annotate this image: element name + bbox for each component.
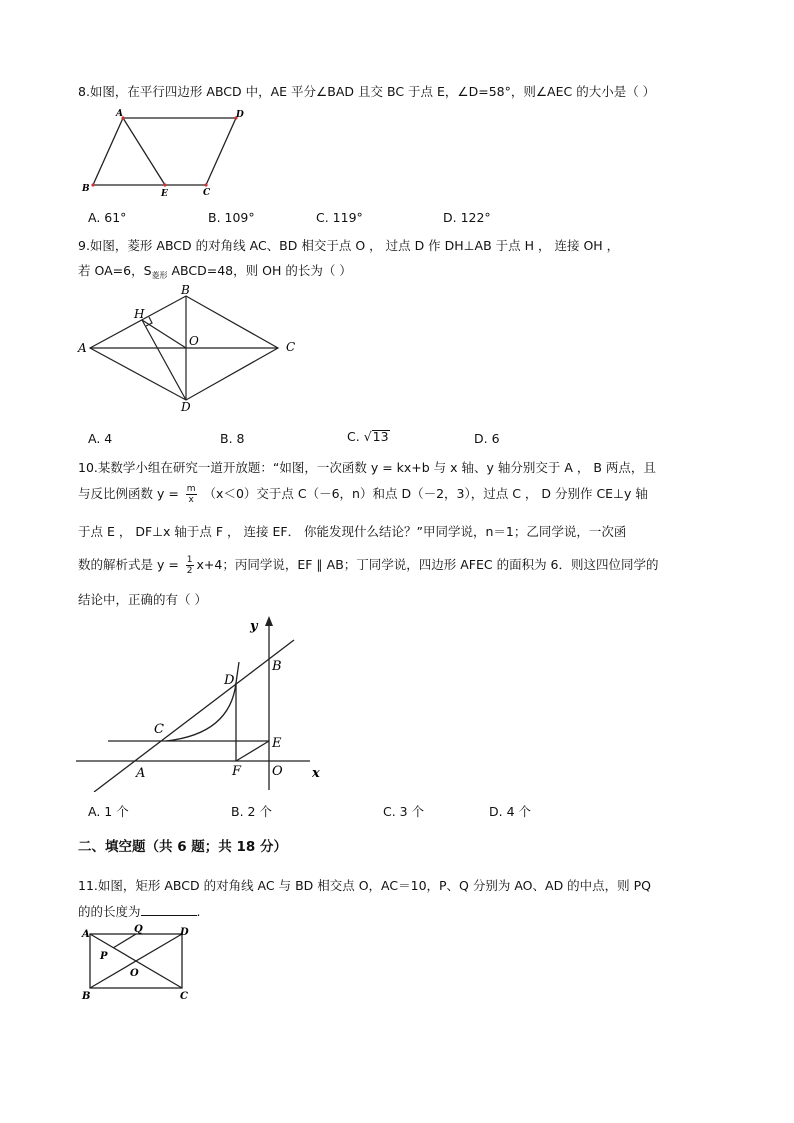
q10-option-a[interactable]: A. 1 个: [88, 804, 129, 819]
q8-label-e: E: [161, 189, 168, 198]
q11-label-c: C: [180, 991, 188, 1002]
q10-line4: 数的解析式是 y = $\frac{1}{2}$ x+4；丙同学说，EF ∥ AB；丁同学说，四边形 AFEC 的面积为 6．则这四位同学的: [78, 555, 659, 576]
q11-label-a: A: [82, 929, 90, 940]
q9-rhombus-figure: [74, 284, 304, 416]
q10-label-d: D: [224, 673, 235, 688]
q9-option-c[interactable]: C. √13: [347, 429, 389, 444]
q9-stem-line1: 9.如图，菱形 ABCD 的对角线 AC、BD 相交于点 O ， 过点 D 作 DH⊥AB 于点 H ， 连接 OH ，: [78, 238, 620, 253]
q11-answer-blank[interactable]: [141, 905, 197, 916]
q11-label-b: B: [82, 991, 91, 1002]
q8-option-c[interactable]: C. 119°: [316, 210, 363, 225]
q8-option-d[interactable]: D. 122°: [443, 210, 491, 225]
q11-line1: 11.如图，矩形 ABCD 的对角线 AC 与 BD 相交点 O，AC＝10，P、Q 分别为 AO、AD 的中点，则 PQ: [78, 878, 652, 893]
q10-option-d[interactable]: D. 4 个: [489, 804, 531, 819]
q11-rectangle-figure: [78, 922, 198, 1004]
section-title-fill-in: 二、填空题（共 6 题；共 18 分）: [78, 839, 287, 855]
q10-label-e: E: [272, 736, 282, 751]
q8-option-a[interactable]: A. 61°: [88, 210, 127, 225]
q10-label-c: C: [154, 722, 164, 737]
q11-label-q: Q: [134, 924, 143, 935]
q9-label-o: O: [189, 334, 199, 348]
q10-label-b: B: [272, 659, 282, 674]
q11-label-o: O: [130, 968, 139, 979]
q9-option-a[interactable]: A. 4: [88, 431, 113, 446]
q11-line2: 的的长度为 .: [78, 904, 201, 919]
q8-option-b[interactable]: B. 109°: [208, 210, 255, 225]
q9-label-a: A: [78, 341, 87, 355]
q10-label-f: F: [232, 764, 242, 779]
q8-label-d: D: [236, 110, 244, 120]
q9-label-c: C: [286, 340, 296, 354]
q8-label-b: B: [82, 184, 90, 194]
q10-line1: 10.某数学小组在研究一道开放题：“如图，一次函数 y = kx+b 与 x 轴、y 轴分别交于 A ， B 两点，且: [78, 460, 656, 475]
q10-line2: 与反比例函数 y = $\frac{m}{x}$ （x＜0）交于点 C（－6，n）和点 D（－2，3），过点 C ， D 分别作 CE⊥y 轴: [78, 484, 648, 505]
q11-label-p: P: [100, 951, 108, 962]
q10-function-graph: [70, 612, 334, 792]
q10-label-y: y: [250, 619, 258, 634]
q10-label-a: A: [136, 766, 146, 781]
q9-option-b[interactable]: B. 8: [220, 431, 245, 446]
q8-label-c: C: [203, 188, 211, 198]
q9-option-d[interactable]: D. 6: [474, 431, 500, 446]
q8-label-a: A: [116, 109, 123, 119]
q9-stem-line2: 若 OA=6，$S_{菱形}$ ABCD=48，则 OH 的长为（ ）: [78, 263, 352, 280]
q10-option-b[interactable]: B. 2 个: [231, 804, 272, 819]
q8-parallelogram-figure: [76, 106, 256, 198]
q10-label-x: x: [312, 766, 320, 781]
q10-line5: 结论中，正确的有（ ）: [78, 592, 207, 607]
q9-label-d: D: [181, 400, 191, 414]
q8-stem: 8.如图，在平行四边形 ABCD 中，AE 平分∠BAD 且交 BC 于点 E，∠D=58°，则∠AEC 的大小是（ ）: [78, 84, 656, 99]
q9-label-b: B: [181, 284, 190, 297]
q10-label-o: O: [272, 764, 283, 779]
q11-label-d: D: [180, 927, 189, 938]
q9-label-h: H: [134, 307, 145, 321]
q10-option-c[interactable]: C. 3 个: [383, 804, 425, 819]
q10-line3: 于点 E ， DF⊥x 轴于点 F ， 连接 EF． 你能发现什么结论？”甲同学说，n＝1；乙同学说，一次函: [78, 524, 627, 539]
